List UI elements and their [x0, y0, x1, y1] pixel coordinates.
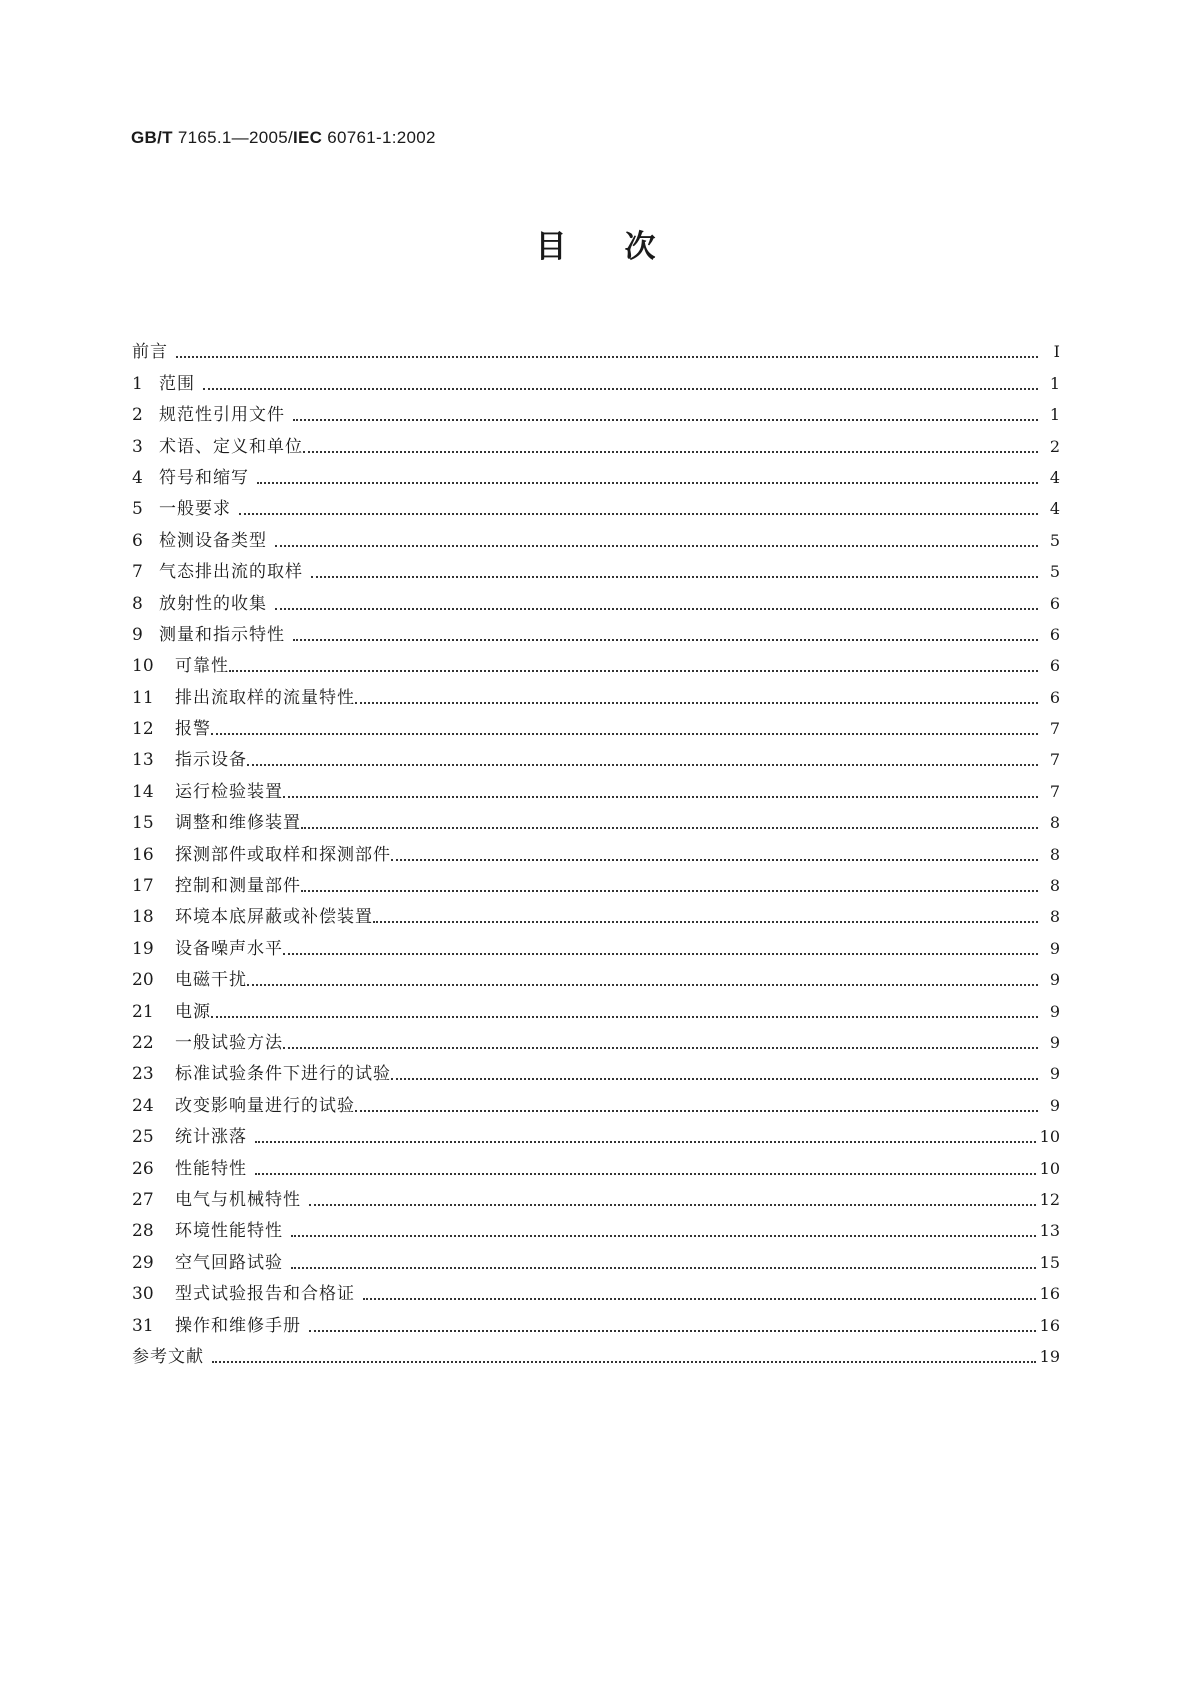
toc-entry[interactable]: [132, 1022, 1060, 1053]
toc-entry-label: 型式试验报告和合格证: [175, 1284, 355, 1305]
toc-entry[interactable]: [132, 1210, 1060, 1241]
toc-entry-number: 30: [132, 1284, 154, 1305]
iec-code: IEC: [292, 128, 323, 147]
toc-entry-label: 规范性引用文件: [159, 405, 285, 426]
toc-entry[interactable]: [132, 425, 1060, 456]
toc-entry-page: 16: [1039, 1315, 1060, 1335]
toc-dot-leader: [309, 1329, 1036, 1332]
toc-entry-number: 18: [132, 907, 154, 928]
toc-dot-leader: [391, 858, 1038, 861]
toc-entry-page: 1: [1049, 373, 1060, 393]
toc-entry-label: 检测设备类型: [159, 530, 267, 551]
toc-entry[interactable]: [132, 582, 1060, 613]
toc-entry[interactable]: [132, 770, 1060, 801]
toc-entry[interactable]: [132, 833, 1060, 864]
toc-dot-leader: [363, 1297, 1036, 1300]
toc-entry-number: 7: [132, 562, 143, 583]
toc-entry-number: 26: [132, 1158, 154, 1179]
toc-entry-label: 控制和测量部件: [175, 876, 301, 897]
toc-entry[interactable]: [132, 1053, 1060, 1084]
toc-entry-number: 10: [132, 656, 154, 677]
toc-entry-page: 7: [1049, 719, 1060, 739]
toc-entry[interactable]: [132, 645, 1060, 676]
toc-entry-label: 电源: [175, 1001, 211, 1022]
toc-dot-leader: [211, 1015, 1038, 1018]
toc-dot-leader: [301, 889, 1038, 892]
toc-entry-page: 5: [1049, 562, 1060, 582]
toc-entry[interactable]: [132, 927, 1060, 958]
toc-entry-page: 15: [1039, 1252, 1060, 1272]
toc-entry-label: 电磁干扰: [175, 970, 247, 991]
toc-entry[interactable]: [132, 1273, 1060, 1304]
toc-dot-leader: [301, 826, 1038, 829]
toc-entry-number: 22: [132, 1032, 154, 1053]
toc-entry-label: 调整和维修装置: [175, 813, 301, 834]
document-header: [131, 128, 436, 148]
toc-entry-label: 一般要求: [159, 499, 231, 520]
toc-dot-leader: [283, 952, 1038, 955]
toc-entry-label: 报警: [175, 719, 211, 740]
toc-entry-label: 空气回路试验: [175, 1252, 283, 1273]
toc-dot-leader: [355, 701, 1038, 704]
toc-entry-page: 2: [1049, 436, 1060, 456]
toc-entry[interactable]: [132, 1147, 1060, 1178]
toc-entry-page: 6: [1049, 624, 1060, 644]
toc-entry-label: 性能特性: [175, 1158, 247, 1179]
standard-number: 7165.1—2005/: [177, 128, 293, 147]
toc-entry-label: 术语、定义和单位: [159, 436, 303, 457]
toc-entry-label: 标准试验条件下进行的试验: [175, 1064, 391, 1085]
toc-entry-page: 6: [1049, 593, 1060, 613]
toc-entry-label: 统计涨落: [175, 1127, 247, 1148]
toc-entry-page: 12: [1039, 1189, 1060, 1209]
toc-entry[interactable]: [132, 959, 1060, 990]
toc-entry[interactable]: [132, 708, 1060, 739]
toc-dot-leader: [255, 1140, 1036, 1143]
toc-entry[interactable]: [132, 865, 1060, 896]
iec-number: 60761-1:2002: [327, 128, 436, 147]
toc-entry-number: 6: [132, 530, 143, 551]
toc-entry-page: 7: [1049, 750, 1060, 770]
toc-entry-label: 环境性能特性: [175, 1221, 283, 1242]
toc-entry-label: 放射性的收集: [159, 593, 267, 614]
toc-entry-label: 指示设备: [175, 750, 247, 771]
toc-entry-page: 13: [1039, 1221, 1060, 1241]
toc-entry[interactable]: [132, 519, 1060, 550]
toc-dot-leader: [275, 607, 1038, 610]
toc-entry[interactable]: [132, 1336, 1060, 1367]
toc-entry[interactable]: [132, 990, 1060, 1021]
toc-entry-label: 操作和维修手册: [175, 1315, 301, 1336]
toc-entry-page: 8: [1049, 876, 1060, 896]
toc-dot-leader: [247, 983, 1038, 986]
toc-entry-page: 8: [1049, 907, 1060, 927]
toc-entry-number: 23: [132, 1064, 154, 1085]
toc-entry-page: 9: [1049, 1095, 1060, 1115]
table-of-contents: [132, 331, 1060, 1367]
toc-entry-label: 设备噪声水平: [175, 938, 283, 959]
toc-dot-leader: [239, 512, 1038, 515]
toc-entry-number: 25: [132, 1127, 154, 1148]
toc-entry-label: 气态排出流的取样: [159, 562, 303, 583]
toc-entry-label: 电气与机械特性: [175, 1189, 301, 1210]
toc-entry[interactable]: [132, 614, 1060, 645]
toc-dot-leader: [176, 355, 1038, 358]
toc-entry-number: 21: [132, 1001, 154, 1022]
toc-entry-page: 16: [1039, 1284, 1060, 1304]
toc-entry-page: 9: [1049, 1064, 1060, 1084]
toc-entry-number: 16: [132, 844, 154, 865]
toc-entry-label: 环境本底屏蔽或补偿装置: [175, 907, 373, 928]
toc-entry[interactable]: [132, 676, 1060, 707]
toc-entry-label: 一般试验方法: [175, 1032, 283, 1053]
toc-dot-leader: [303, 450, 1038, 453]
toc-entry-number: 2: [132, 405, 143, 426]
toc-entry[interactable]: [132, 394, 1060, 425]
toc-dot-leader: [373, 920, 1038, 923]
toc-entry-page: 6: [1049, 656, 1060, 676]
toc-entry[interactable]: [132, 739, 1060, 770]
toc-entry-number: 15: [132, 813, 154, 834]
toc-entry-label: 改变影响量进行的试验: [175, 1095, 355, 1116]
toc-entry-number: 5: [132, 499, 143, 520]
toc-entry-number: 8: [132, 593, 143, 614]
toc-entry-page: 9: [1049, 1001, 1060, 1021]
toc-dot-leader: [391, 1077, 1038, 1080]
toc-entry-page: 10: [1039, 1158, 1060, 1178]
toc-entry-number: 3: [132, 436, 143, 457]
toc-dot-leader: [203, 387, 1038, 390]
toc-dot-leader: [283, 795, 1038, 798]
toc-entry-page: 6: [1049, 687, 1060, 707]
toc-entry[interactable]: [132, 1084, 1060, 1115]
toc-dot-leader: [255, 1172, 1036, 1175]
toc-entry-label: 探测部件或取样和探测部件: [175, 844, 391, 865]
toc-dot-leader: [291, 1266, 1036, 1269]
toc-entry-label: 排出流取样的流量特性: [175, 687, 355, 708]
toc-dot-leader: [275, 544, 1038, 547]
toc-entry-number: 27: [132, 1189, 154, 1210]
toc-entry-label: 可靠性: [175, 656, 229, 677]
toc-dot-leader: [293, 638, 1038, 641]
toc-entry-page: 8: [1049, 813, 1060, 833]
toc-entry-page: 9: [1049, 938, 1060, 958]
standard-code: GB/T: [131, 128, 173, 147]
toc-entry-page: 9: [1049, 970, 1060, 990]
toc-entry-page: 10: [1039, 1127, 1060, 1147]
toc-entry-page: 19: [1039, 1346, 1060, 1366]
toc-entry[interactable]: [132, 1241, 1060, 1272]
page-title: 目次: [535, 229, 714, 265]
toc-entry-page: 5: [1049, 530, 1060, 550]
toc-entry-number: 24: [132, 1095, 154, 1116]
toc-entry[interactable]: [132, 1116, 1060, 1147]
toc-entry-page: 4: [1049, 467, 1060, 487]
toc-entry-number: 12: [132, 719, 154, 740]
toc-entry[interactable]: [132, 1179, 1060, 1210]
toc-entry-number: 31: [132, 1315, 154, 1336]
toc-entry-number: 17: [132, 876, 154, 897]
toc-entry-label: 范围: [159, 373, 195, 394]
toc-dot-leader: [211, 732, 1038, 735]
toc-entry-label: 符号和缩写: [159, 467, 249, 488]
toc-dot-leader: [229, 669, 1038, 672]
toc-entry[interactable]: [132, 1304, 1060, 1335]
toc-entry-label: 参考文献: [132, 1346, 204, 1367]
toc-dot-leader: [247, 763, 1038, 766]
toc-entry[interactable]: [132, 331, 1060, 362]
toc-entry-number: 29: [132, 1252, 154, 1273]
toc-entry-label: 测量和指示特性: [159, 624, 285, 645]
toc-entry[interactable]: [132, 457, 1060, 488]
toc-dot-leader: [309, 1203, 1036, 1206]
toc-dot-leader: [293, 418, 1038, 421]
toc-entry-number: 20: [132, 970, 154, 991]
toc-entry-label: 前言: [132, 342, 168, 363]
toc-dot-leader: [311, 575, 1038, 578]
toc-entry-label: 运行检验装置: [175, 781, 283, 802]
toc-entry-number: 14: [132, 781, 154, 802]
toc-dot-leader: [212, 1360, 1036, 1363]
toc-entry-number: 9: [132, 624, 143, 645]
toc-entry[interactable]: [132, 551, 1060, 582]
toc-entry-number: 4: [132, 467, 143, 488]
toc-entry-number: 28: [132, 1221, 154, 1242]
toc-entry-page: 9: [1049, 1032, 1060, 1052]
toc-entry-page: 1: [1049, 405, 1060, 425]
toc-entry-page: 8: [1049, 844, 1060, 864]
toc-entry-number: 1: [132, 373, 143, 394]
toc-entry[interactable]: [132, 488, 1060, 519]
toc-entry-page: 4: [1049, 499, 1060, 519]
toc-dot-leader: [283, 1046, 1038, 1049]
toc-dot-leader: [257, 481, 1038, 484]
toc-entry-number: 19: [132, 938, 154, 959]
toc-entry-number: 11: [132, 687, 154, 708]
toc-entry-page: I: [1053, 342, 1060, 362]
toc-entry[interactable]: [132, 802, 1060, 833]
toc-dot-leader: [355, 1109, 1038, 1112]
toc-entry[interactable]: [132, 896, 1060, 927]
toc-dot-leader: [291, 1234, 1036, 1237]
toc-entry-page: 7: [1049, 781, 1060, 801]
toc-entry-number: 13: [132, 750, 154, 771]
toc-entry[interactable]: [132, 362, 1060, 393]
